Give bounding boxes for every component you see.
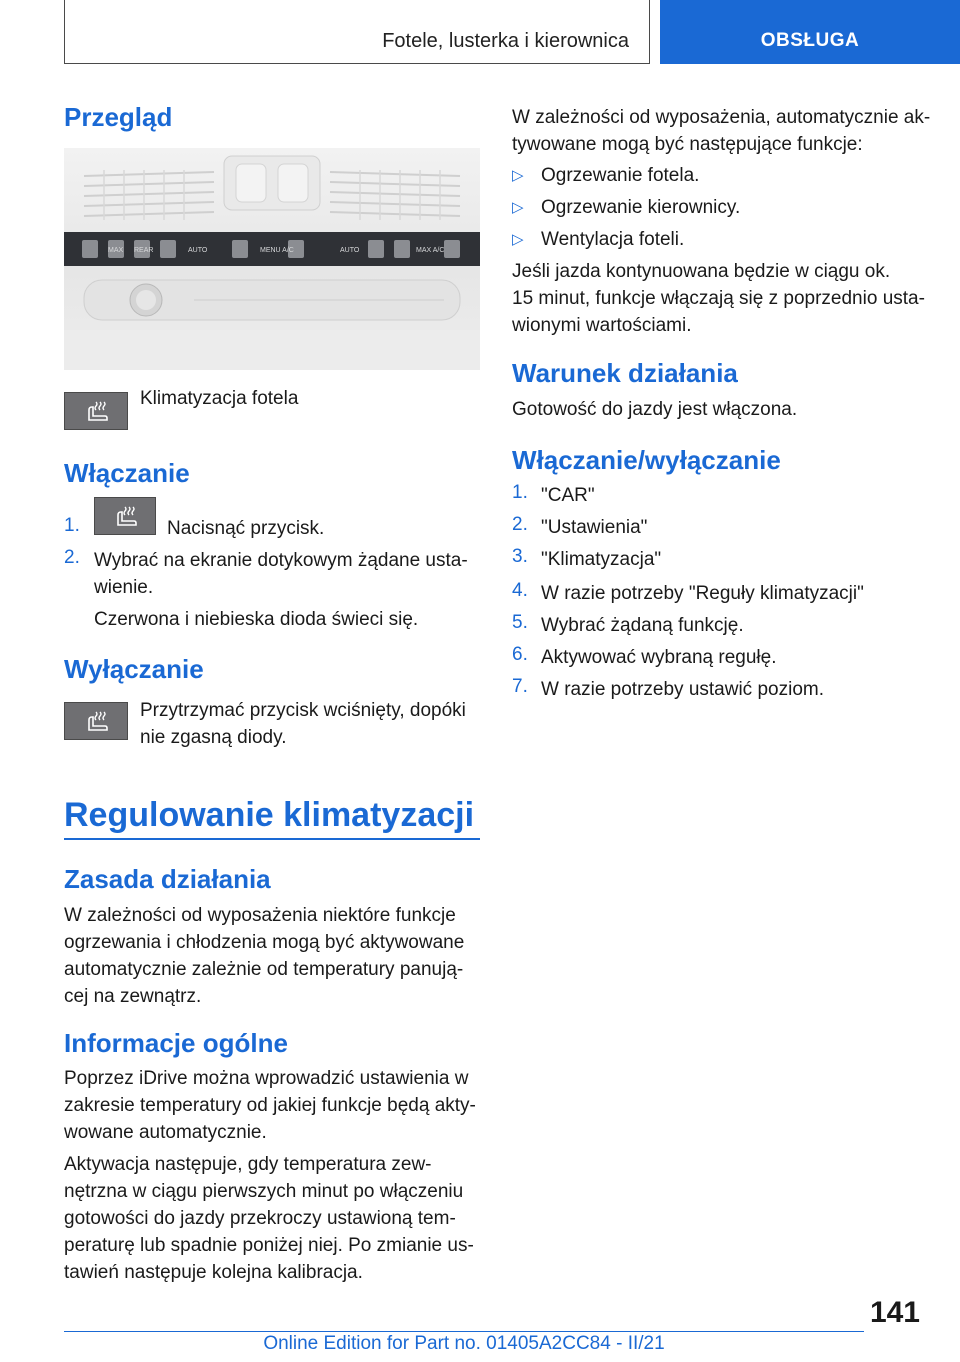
- condition-heading: Warunek działania: [512, 358, 738, 388]
- condition-text: Gotowość do jazdy jest włączona.: [512, 399, 798, 420]
- climate-regulation-heading: Regulowanie klimatyzacji: [64, 796, 475, 834]
- heading-rule: [64, 838, 480, 840]
- panel-button-max: MAX: [108, 247, 124, 254]
- bullet-3-text: Wentylacja foteli.: [541, 229, 685, 250]
- intro-line-1: W zależności od wyposażenia, automatycznie ak-: [512, 107, 931, 128]
- header-chapter-tab: [660, 0, 960, 64]
- panel-button-auto-right: AUTO: [340, 247, 360, 254]
- header-section-title: Fotele, lusterka i kierownica: [382, 30, 629, 52]
- step-5-text: Wybrać żądaną funkcję.: [541, 615, 744, 636]
- seat-climate-icon: [64, 392, 128, 430]
- principle-line-2: ogrzewania i chłodzenia mogą być aktywowane: [64, 932, 465, 953]
- step-6-number: 6.: [512, 644, 528, 665]
- step-2-number: 2.: [512, 514, 528, 535]
- seat-climate-button-icon: [94, 497, 156, 535]
- bullet-1-marker: ▷: [512, 167, 524, 184]
- step-1-text: "CAR": [541, 485, 595, 506]
- principle-line-3: automatycznie zależnie od temperatury panują-: [64, 959, 464, 980]
- general-info-heading: Informacje ogólne: [64, 1028, 288, 1058]
- intro-line-2: tywowane mogą być następujące funkcje:: [512, 134, 863, 155]
- principle-heading: Zasada działania: [64, 864, 271, 894]
- header-section-box: [64, 0, 650, 64]
- seat-climate-caption: Klimatyzacja fotela: [140, 388, 299, 409]
- general-line-3: wowane automatycznie.: [64, 1122, 267, 1143]
- footer-edition: Online Edition for Part no. 01405A2CC84 - II/21: [263, 1333, 665, 1354]
- step-5-number: 5.: [512, 612, 528, 633]
- continue-line-3: wionymi wartościami.: [512, 315, 692, 336]
- general-line-7: peraturę lub spadnie poniżej niej. Po zmianie us-: [64, 1235, 474, 1256]
- panel-button-auto-left: AUTO: [188, 247, 208, 254]
- general-line-6: gotowości do jazdy przekroczy ustawioną tem-: [64, 1208, 456, 1229]
- step-4-number: 4.: [512, 580, 528, 601]
- on-step-1-number: 1.: [64, 515, 80, 536]
- general-line-8: tawień następuje kolejna kalibracja.: [64, 1262, 363, 1283]
- off-text-line-2: nie zgasną diody.: [140, 727, 287, 748]
- general-line-5: nętrzna w ciągu pierwszych minut po włączeniu: [64, 1181, 464, 1202]
- bullet-2-text: Ogrzewanie kierownicy.: [541, 197, 741, 218]
- general-line-1: Poprzez iDrive można wprowadzić ustawienia w: [64, 1068, 469, 1089]
- step-7-text: W razie potrzeby ustawić poziom.: [541, 679, 824, 700]
- seat-climate-off-icon: [64, 702, 128, 740]
- step-3-text: "Klimatyzacja": [541, 549, 662, 570]
- panel-button-menu-ac: MENU A/C: [260, 247, 294, 254]
- on-note: Czerwona i niebieska dioda świeci się.: [94, 609, 419, 630]
- step-4-text: W razie potrzeby "Reguły klimatyzacji": [541, 583, 864, 604]
- header-chapter-title: OBSŁUGA: [760, 30, 860, 51]
- overview-heading: Przegląd: [64, 102, 173, 132]
- panel-button-rear: REAR: [134, 247, 154, 254]
- continue-line-2: 15 minut, funkcje włączają się z poprzednio usta-: [512, 288, 925, 309]
- switch-on-heading: Włączanie: [64, 458, 190, 488]
- on-step-1-text: Nacisnąć przycisk.: [167, 518, 325, 539]
- principle-line-4: cej na zewnątrz.: [64, 986, 202, 1007]
- bullet-2-marker: ▷: [512, 199, 524, 216]
- step-2-text: "Ustawienia": [541, 517, 648, 538]
- footer-rule: [64, 1331, 864, 1332]
- on-step-2-text-cont: wienie.: [94, 577, 154, 598]
- page-number: 141: [869, 1296, 920, 1329]
- bullet-3-marker: ▷: [512, 231, 524, 248]
- off-text-line-1: Przytrzymać przycisk wciśnięty, dopóki: [140, 700, 466, 721]
- climate-panel-photo: [64, 148, 480, 370]
- panel-button-max-ac: MAX A/C: [416, 247, 445, 254]
- on-off-heading: Włączanie/wyłączanie: [512, 445, 781, 475]
- general-line-4: Aktywacja następuje, gdy temperatura zew-: [64, 1154, 432, 1175]
- step-1-number: 1.: [512, 482, 528, 503]
- on-step-2-number: 2.: [64, 547, 80, 568]
- step-3-number: 3.: [512, 546, 528, 567]
- climate-panel-illustration: [64, 148, 480, 370]
- bullet-1-text: Ogrzewanie fotela.: [541, 165, 700, 186]
- continue-line-1: Jeśli jazda kontynuowana będzie w ciągu ok.: [512, 261, 891, 282]
- general-line-2: zakresie temperatury od jakiej funkcje będą akty-: [64, 1095, 476, 1116]
- switch-off-heading: Wyłączanie: [64, 654, 204, 684]
- principle-line-1: W zależności od wyposażenia niektóre funkcje: [64, 905, 456, 926]
- step-6-text: Aktywować wybraną regułę.: [541, 647, 777, 668]
- step-7-number: 7.: [512, 676, 528, 697]
- on-step-2-text: Wybrać na ekranie dotykowym żądane usta-: [94, 550, 468, 571]
